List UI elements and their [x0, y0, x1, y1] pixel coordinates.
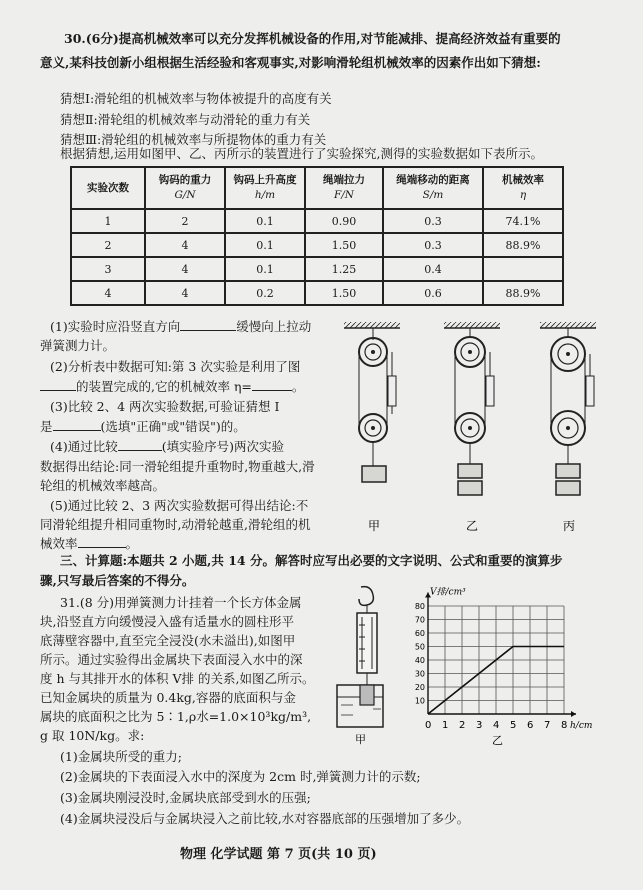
x-tick-label: 2 — [459, 720, 466, 731]
table-cell — [483, 257, 563, 281]
answer-blank[interactable] — [40, 378, 76, 391]
answer-blank[interactable] — [118, 438, 162, 451]
fig-label-yi-31: 乙 — [492, 734, 503, 747]
spring-scale-figure — [333, 585, 393, 745]
q30-guess1: 猜想Ⅰ:滑轮组的机械效率与物体被提升的高度有关 — [60, 91, 332, 106]
q30-part4-cont: 数据得出结论:同一滑轮组提升重物时,物重越大,滑 — [40, 459, 315, 474]
table-cell: 0.1 — [225, 257, 305, 281]
q31-line4: 所示。通过实验得出金属块下表面浸入水中的深 — [40, 652, 303, 667]
table-cell: 0.4 — [383, 257, 483, 281]
q31-line7: 属块的底面积之比为 5∶1,ρ水=1.0×10³kg/m³, — [40, 709, 312, 724]
y-tick-label: 80 — [414, 602, 425, 611]
table-cell: 4 — [145, 281, 225, 305]
answer-blank[interactable] — [252, 378, 292, 391]
pulley-setup-yi — [444, 322, 500, 495]
table-cell: 0.1 — [225, 209, 305, 233]
q30-part4-cont2: 轮组的机械效率越高。 — [40, 478, 166, 493]
q31-line8: g 取 10N/kg。求: — [40, 728, 145, 743]
q31-line2: 块,沿竖直方向缓慢浸入盛有适量水的圆柱形平 — [40, 614, 294, 629]
page-footer: 物理 化学试题 第 7 页(共 10 页) — [180, 847, 377, 862]
q30-part4: (4)通过比较 (填实验序号)两次实验 — [50, 439, 284, 454]
y-tick-label: 60 — [414, 629, 425, 638]
pulley-setup-jia — [344, 322, 400, 482]
table-cell: 4 — [145, 233, 225, 257]
q30-part3-cont: 是 (选填"正确"或"错误")的。 — [40, 419, 246, 434]
x-tick-label: 3 — [476, 720, 483, 731]
table-cell: 0.1 — [225, 233, 305, 257]
table-row — [71, 209, 563, 233]
table-cell: 74.1% — [483, 209, 563, 233]
table-cell: 2 — [145, 209, 225, 233]
q31-sub2: (2)金属块的下表面浸入水中的深度为 2cm 时,弹簧测力计的示数; — [60, 769, 421, 784]
q30-part3: (3)比较 2、4 两次实验数据,可验证猜想 Ⅰ — [50, 399, 280, 414]
q30-part5-cont2: 械效率 。 — [40, 536, 139, 551]
table-cell: 88.9% — [483, 233, 563, 257]
x-tick-label: 8 — [561, 720, 568, 731]
fig-label-yi: 乙 — [466, 519, 479, 533]
x-tick-label: 6 — [527, 720, 534, 731]
q31-sub3: (3)金属块刚浸没时,金属块底部受到水的压强; — [60, 790, 311, 805]
x-axis-arrow — [571, 711, 576, 717]
y-tick-label: 50 — [414, 642, 425, 652]
y-tick-label: 10 — [414, 696, 425, 706]
x-tick-label: 5 — [510, 720, 517, 731]
q31-line5: 度 h 与其排开水的体积 V排 的关系,如图乙所示。 — [40, 671, 315, 686]
q30-part1-cont: 弹簧测力计。 — [40, 338, 116, 353]
x-tick-label: 4 — [493, 720, 500, 731]
y-tick-label: 20 — [414, 683, 425, 692]
table-cell: 0.90 — [305, 209, 383, 233]
x-tick-label: 1 — [442, 720, 449, 731]
table-cell: 1.50 — [305, 233, 383, 257]
q31-sub4: (4)金属块浸没后与金属块浸入之前比较,水对容器底部的压强增加了多少。 — [60, 811, 470, 826]
pulley-setup-bing — [540, 322, 596, 495]
table-row — [71, 257, 563, 281]
table-header-cell: 钩码上升高度 h/m — [225, 167, 305, 209]
q30-basis: 根据猜想,运用如图甲、乙、丙所示的装置进行了实验探究,测得的实验数据如下表所示。 — [60, 146, 543, 161]
q30-intro-line1: 30.(6分)提高机械效率可以充分发挥机械设备的作用,对节能减排、提高经济效益有重要的 — [64, 31, 561, 46]
fig-label-jia: 甲 — [368, 519, 381, 533]
y-tick-label: 30 — [414, 669, 425, 679]
table-cell: 1.25 — [305, 257, 383, 281]
fig-label-jia-31: 甲 — [355, 733, 366, 746]
y-tick-label: 70 — [414, 615, 425, 625]
q30-part1: (1)实验时应沿竖直方向 缓慢向上拉动 — [50, 319, 312, 334]
table-header-row — [71, 167, 563, 209]
experiment-table — [70, 166, 564, 306]
answer-blank[interactable] — [53, 418, 101, 431]
table-cell: 0.6 — [383, 281, 483, 305]
q30-part2-cont: 的装置完成的,它的机械效率 η= 。 — [40, 378, 304, 395]
table-row — [71, 233, 563, 257]
table-cell: 0.3 — [383, 233, 483, 257]
table-cell: 2 — [71, 233, 145, 257]
volume-depth-chart — [410, 582, 605, 747]
y-tick-label: 40 — [414, 656, 425, 665]
x-tick-label: 0 — [425, 720, 432, 731]
fig-label-bing: 丙 — [563, 519, 576, 533]
table-cell: 0.2 — [225, 281, 305, 305]
q31-line1: 31.(8 分)用弹簧测力计挂着一个长方体金属 — [60, 595, 302, 610]
q31-sub1: (1)金属块所受的重力; — [60, 749, 182, 764]
table-header-cell: 绳端移动的距离 S/m — [383, 167, 483, 209]
table-header-cell: 绳端拉力 F/N — [305, 167, 383, 209]
table-cell: 0.3 — [383, 209, 483, 233]
answer-blank[interactable] — [78, 535, 126, 548]
pulley-figures — [340, 318, 600, 543]
table-cell: 1 — [71, 209, 145, 233]
y-axis-label: V排/cm³ — [430, 587, 466, 598]
table-header-cell: 实验次数 — [71, 167, 145, 209]
x-tick-label: 7 — [544, 720, 551, 731]
table-row — [71, 281, 563, 305]
q30-part5: (5)通过比较 2、3 两次实验数据可得出结论:不 — [50, 498, 309, 513]
q31-line3: 底薄壁容器中,直至完全浸没(水未溢出),如图甲 — [40, 633, 296, 648]
q30-part2: (2)分析表中数据可知:第 3 次实验是利用了图 — [50, 359, 301, 374]
q30-guess2: 猜想Ⅱ:滑轮组的机械效率与动滑轮的重力有关 — [60, 112, 311, 127]
table-cell: 4 — [71, 281, 145, 305]
section3-line1: 三、计算题:本题共 2 小题,共 14 分。解答时应写出必要的文字说明、公式和重要的演算步 — [60, 553, 563, 568]
q30-intro-line2: 意义,某科技创新小组根据生活经验和客观事实,对影响滑轮组机械效率的因素作出如下猜想: — [40, 55, 541, 70]
table-cell: 88.9% — [483, 281, 563, 305]
x-axis-label: h/cm — [570, 721, 593, 731]
q30-guess3: 猜想Ⅲ:滑轮组的机械效率与所提物体的重力有关 — [60, 132, 327, 147]
q30-part5-cont: 同滑轮组提升相同重物时,动滑轮越重,滑轮组的机 — [40, 517, 311, 532]
answer-blank[interactable] — [180, 318, 236, 331]
table-cell: 1.50 — [305, 281, 383, 305]
table-header-cell: 钩码的重力 G/N — [145, 167, 225, 209]
table-header-cell: 机械效率 η — [483, 167, 563, 209]
table-cell: 4 — [145, 257, 225, 281]
q31-line6: 已知金属块的质量为 0.4kg,容器的底面积与金 — [40, 690, 296, 705]
table-cell: 3 — [71, 257, 145, 281]
section3-line2: 骤,只写最后答案的不得分。 — [40, 573, 195, 588]
